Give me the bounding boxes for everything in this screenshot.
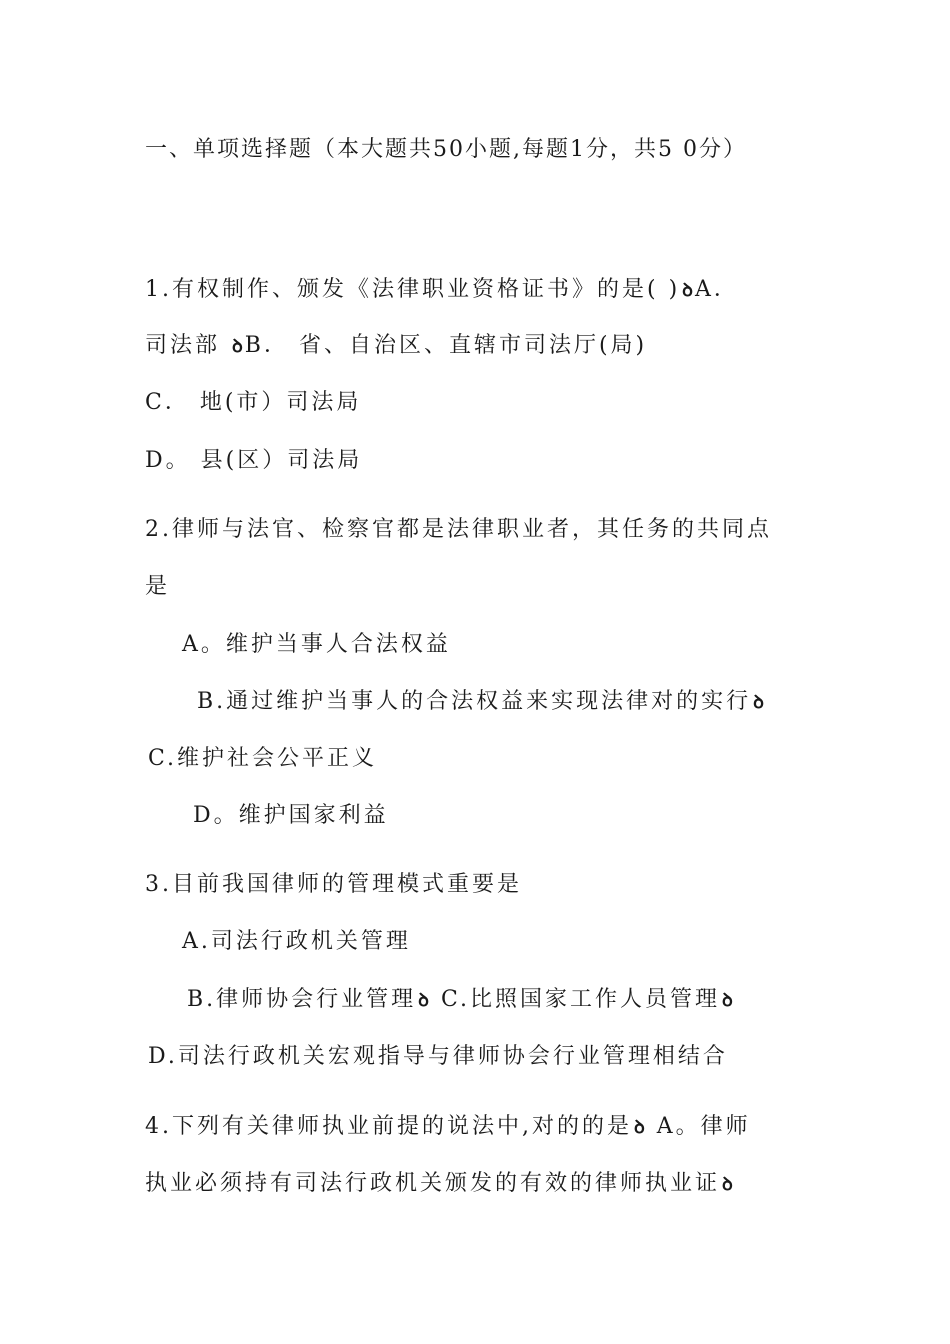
question-text: 1.有权制作、颁发《法律职业资格证书》的是( ) [145,277,681,302]
section-heading: 一、单项选择题（本大题共50小题,每题1分，共5 0分） [145,137,747,162]
option-text: B.通过维护当事人的合法权益来实现法律对的实行 [197,689,752,714]
question-3-line-1: 3.目前我国律师的管理模式重要是 [145,872,522,897]
bullet-glyph: ꝺ [753,692,764,713]
question-2-line-1: 2.律师与法官、检察官都是法律职业者，其任务的共同点 [145,517,772,542]
question-2-option-b [197,687,766,718]
question-2-option-a: A。维护当事人合法权益 [182,632,451,657]
question-1-option-d: D。 县(区）司法局 [145,448,363,473]
question-text: 4.下列有关律师执业前提的说法中,对的的是 [145,1114,632,1139]
bullet-glyph: ꝺ [232,336,243,357]
question-2-option-d: D。维护国家利益 [193,803,389,828]
bullet-glyph: ꝺ [418,990,429,1011]
question-1-line-1 [145,275,739,306]
option-label: A． [694,277,739,302]
bullet-glyph: ꝺ [682,280,693,301]
question-3-option-bc [187,985,735,1016]
option-text: B． 省、自治区、直辖市司法厅(局) [244,333,648,358]
bullet-glyph: ꝺ [634,1117,645,1138]
option-text: C.比照国家工作人员管理 [430,987,721,1012]
question-1-option-c: C． 地(市）司法局 [145,390,362,415]
option-label: A。律师 [646,1114,751,1139]
option-text: B.律师协会行业管理 [187,987,417,1012]
question-4-line-1 [145,1112,751,1143]
question-3-option-a: A.司法行政机关管理 [182,929,411,954]
question-2-line-2: 是 [145,574,171,599]
option-text: 司法部 [145,333,230,358]
option-text: 执业必须持有司法行政机关颁发的有效的律师执业证 [145,1171,721,1196]
bullet-glyph: ꝺ [722,990,733,1011]
question-3-option-d: D.司法行政机关宏观指导与律师协会行业管理相结合 [148,1044,728,1069]
question-1-line-2 [145,331,647,362]
bullet-glyph: ꝺ [722,1174,733,1195]
question-2-option-c: C.维护社会公平正义 [148,746,378,771]
question-4-line-2 [145,1169,735,1200]
